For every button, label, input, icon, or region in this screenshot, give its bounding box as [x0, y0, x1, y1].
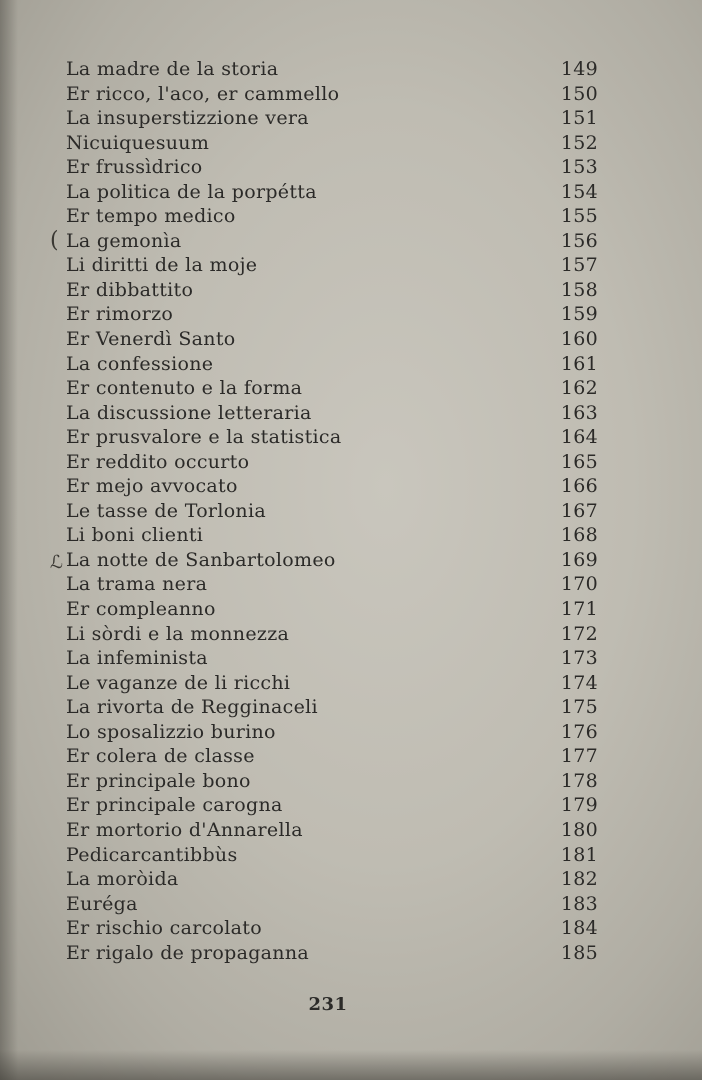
toc-entry-page: 164: [560, 426, 598, 449]
toc-entry-title: Er principale bono: [66, 769, 251, 792]
toc-entry-page: 176: [560, 720, 598, 743]
toc-entry: [66, 793, 606, 818]
toc-entry: [66, 695, 606, 720]
toc-entry: [66, 302, 606, 327]
toc-entry: [66, 720, 606, 745]
toc-entry-title: Lo sposalizzio burino: [66, 720, 276, 743]
toc-entry: [66, 229, 606, 254]
toc-entry-page: 171: [560, 598, 598, 621]
toc-entry-title: La confessione: [66, 352, 214, 375]
toc-entry: [66, 916, 606, 941]
toc-entry-title: Li diritti de la moje: [66, 254, 258, 277]
toc-entry-page: 151: [560, 107, 598, 130]
toc-entry-page: 156: [560, 229, 598, 252]
toc-entry: [66, 523, 606, 548]
toc-entry-page: 155: [560, 205, 598, 228]
toc-entry-title: Er prusvalore e la statistica: [66, 426, 342, 449]
toc-entry: [66, 376, 606, 401]
toc-entry-page: 174: [560, 671, 598, 694]
toc-entry-page: 185: [560, 941, 598, 964]
toc-entry: [66, 352, 606, 377]
toc-entry: [66, 843, 606, 868]
toc-entry-page: 153: [560, 156, 598, 179]
toc-entry-title: Er tempo medico: [66, 205, 236, 228]
toc-entry-page: 180: [560, 818, 598, 841]
toc-entry: [66, 57, 606, 82]
toc-entry-page: 173: [560, 647, 598, 670]
toc-entry-page: 149: [560, 58, 598, 80]
toc-entry-page: 165: [560, 450, 598, 473]
toc-entry-page: 169: [560, 548, 598, 571]
toc-entry-title: Er compleanno: [66, 598, 216, 621]
toc-entry-title: Le tasse de Torlonia: [66, 499, 266, 522]
toc-entry-title: Le vaganze de li ricchi: [66, 671, 291, 694]
toc-entry-page: 170: [560, 573, 598, 596]
toc-entry: [66, 82, 606, 107]
toc-entry-page: 159: [560, 303, 598, 326]
toc-entry: [66, 867, 606, 892]
table-of-contents: [66, 57, 606, 965]
toc-entry-title: Er colera de classe: [66, 745, 255, 768]
toc-entry-title: Er rischio carcolato: [66, 917, 262, 940]
page-edge-shadow: [0, 0, 18, 1080]
toc-entry-page: 179: [560, 794, 598, 817]
toc-entry-title: Nicuiquesuum: [66, 131, 210, 154]
toc-entry-title: Er reddito occurto: [66, 450, 250, 473]
toc-entry: [66, 622, 606, 647]
toc-entry-page: 162: [560, 377, 598, 400]
toc-entry: [66, 548, 606, 573]
toc-entry: [66, 155, 606, 180]
toc-entry-page: 160: [560, 328, 598, 351]
toc-entry-title: La moròida: [66, 868, 179, 891]
toc-entry: [66, 499, 606, 524]
toc-entry: [66, 818, 606, 843]
toc-entry: [66, 941, 606, 966]
toc-entry-page: 178: [560, 769, 598, 792]
toc-entry-title: Li boni clienti: [66, 524, 204, 547]
toc-entry-title: Pedicarcantibbùs: [66, 843, 238, 866]
toc-entry-page: 184: [560, 917, 598, 940]
toc-entry: [66, 425, 606, 450]
toc-entry: [66, 769, 606, 794]
pencil-mark-icon: ℒ: [50, 552, 63, 573]
toc-entry-title: Er dibbattito: [66, 278, 194, 301]
toc-entry-title: Er ricco, l'aco, er cammello: [66, 82, 340, 105]
toc-entry-title: La infeminista: [66, 647, 208, 670]
toc-entry-page: 168: [560, 524, 598, 547]
toc-entry: [66, 646, 606, 671]
toc-entry: [66, 474, 606, 499]
toc-entry: [66, 744, 606, 769]
toc-entry-page: 150: [560, 82, 598, 105]
toc-entry: [66, 671, 606, 696]
toc-entry-page: 154: [560, 180, 598, 203]
toc-entry-title: La trama nera: [66, 573, 208, 596]
toc-entry-page: 172: [560, 622, 598, 645]
toc-entry-title: Er mortorio d'Annarella: [66, 818, 303, 841]
toc-entry-title: Er Venerdì Santo: [66, 328, 236, 351]
toc-entry-title: Er contenuto e la forma: [66, 377, 303, 400]
toc-entry-title: Li sòrdi e la monnezza: [66, 622, 290, 645]
toc-entry-title: La madre de la storia: [66, 58, 279, 80]
toc-entry-title: Er rigalo de propaganna: [66, 941, 310, 964]
toc-entry-page: 177: [560, 745, 598, 768]
toc-entry-page: 175: [560, 696, 598, 719]
toc-entry-page: 161: [560, 352, 598, 375]
page-number: 231: [308, 994, 348, 1015]
toc-entry-title: Er frussìdrico: [66, 156, 203, 179]
toc-entry-title: La discussione letteraria: [66, 401, 312, 424]
toc-entry: [66, 327, 606, 352]
toc-entry: [66, 204, 606, 229]
toc-entry-page: 152: [560, 131, 598, 154]
toc-entry: [66, 892, 606, 917]
toc-entry-title: Eurégа: [66, 892, 138, 915]
toc-entry-title: Er rimorzo: [66, 303, 174, 326]
toc-entry-page: 183: [560, 892, 598, 915]
page-bottom-shadow: [0, 1050, 702, 1080]
toc-entry-page: 182: [560, 868, 598, 891]
toc-entry: [66, 278, 606, 303]
pencil-mark-icon: (: [50, 228, 59, 253]
toc-entry-page: 167: [560, 499, 598, 522]
toc-entry: [66, 597, 606, 622]
toc-entry-page: 163: [560, 401, 598, 424]
toc-entry-page: 181: [560, 843, 598, 866]
toc-entry: [66, 572, 606, 597]
toc-entry: [66, 131, 606, 156]
toc-entry: [66, 106, 606, 131]
toc-entry-title: La politica de la porpétta: [66, 180, 317, 203]
toc-entry: [66, 180, 606, 205]
toc-entry-title: Er mejo avvocato: [66, 475, 238, 498]
toc-entry-title: La notte de Sanbartolomeo: [66, 548, 336, 571]
toc-entry-title: La rivorta de Regginaceli: [66, 696, 318, 719]
toc-entry-page: 158: [560, 278, 598, 301]
toc-entry-title: Er principale carogna: [66, 794, 283, 817]
toc-entry-title: La insuperstizzione vera: [66, 107, 309, 130]
toc-entry: [66, 253, 606, 278]
toc-entry-page: 166: [560, 475, 598, 498]
toc-entry: [66, 401, 606, 426]
toc-entry-title: La gemonìa: [66, 229, 182, 252]
toc-entry: [66, 450, 606, 475]
toc-entry-page: 157: [560, 254, 598, 277]
